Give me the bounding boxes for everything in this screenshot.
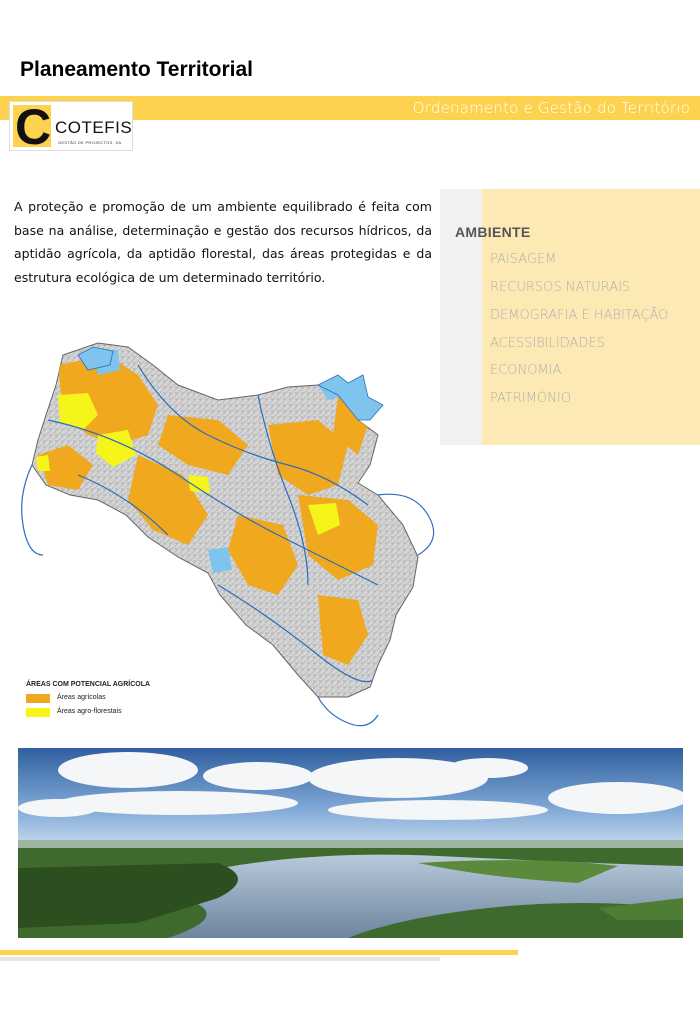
logo-name: COTEFIS	[55, 118, 133, 137]
legend-label-agricultural: Áreas agrícolas	[57, 694, 106, 701]
legend-swatch-agro-forestry	[26, 708, 50, 717]
footer-bar-gray	[0, 957, 440, 961]
company-logo	[9, 99, 133, 155]
sidebar-item-recursos-naturais[interactable]: RECURSOS NATURAIS	[490, 280, 631, 295]
footer-bar-yellow	[0, 950, 518, 955]
sidebar-item-paisagem[interactable]: PAISAGEM	[490, 252, 557, 267]
agricultural-potential-map	[18, 325, 438, 730]
page-title: Planeamento Territorial	[20, 58, 254, 81]
logo-mark	[13, 99, 52, 155]
river-west	[22, 465, 43, 555]
river-south	[318, 697, 378, 726]
logo-tagline: GESTÃO DE PROJECTOS, SA	[58, 140, 122, 145]
sidebar-item-patrimonio[interactable]: PATRIMÓNIO	[490, 391, 571, 406]
legend-swatch-agricultural	[26, 694, 50, 703]
intro-paragraph: A proteção e promoção de um ambiente equilibrado é feita com base na análise, determinação e gestão dos recursos hídricos, da aptidão agrícola, da aptidão florestal, das áreas protegidas e da estrutura ecológica de um determinado território.	[14, 199, 432, 285]
legend-label-agro-forestry: Áreas agro-florestais	[57, 708, 122, 715]
sidebar-item-demografia[interactable]: DEMOGRAFIA E HABITAÇÃO	[490, 308, 669, 323]
landscape-photo	[18, 748, 683, 938]
sidebar-item-economia[interactable]: ECONOMIA	[490, 363, 562, 378]
sidebar-title: AMBIENTE	[455, 224, 531, 240]
header-subtitle: Ordenamento e Gestão do Território	[412, 99, 690, 117]
sidebar-item-acessibilidades[interactable]: ACESSIBILIDADES	[490, 336, 605, 351]
logo-letter: C	[15, 99, 52, 155]
legend-title: ÁREAS COM POTENCIAL AGRÍCOLA	[26, 681, 151, 688]
